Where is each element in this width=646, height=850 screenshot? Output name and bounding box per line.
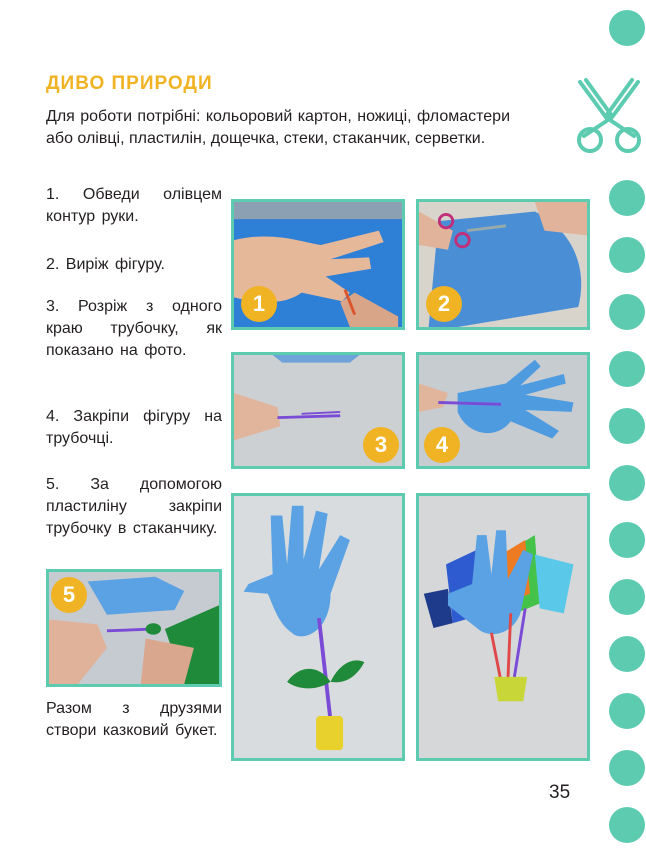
page-number: 35	[549, 782, 571, 803]
decorative-dot	[609, 579, 645, 615]
decorative-dot	[609, 408, 645, 444]
scissors-icon	[572, 76, 646, 156]
plasticine-attach-photo	[46, 569, 222, 687]
bouquet-photo	[416, 493, 590, 761]
materials-paragraph: Для роботи потрібні: кольоровий картон, ножиці, фломастери або олівці, пластилін, дощечка, стеки, стаканчик, серветки.	[46, 108, 510, 147]
step-badge: 1	[241, 286, 277, 322]
step-5-text: 5. За допомогою пластиліну закріпи трубочку в стаканчику.	[46, 476, 222, 537]
cutting-straw-photo	[231, 352, 405, 469]
step-badge: 5	[51, 577, 87, 613]
cutting-paper-photo	[416, 199, 590, 330]
decorative-dot	[609, 294, 645, 330]
decorative-dot	[609, 465, 645, 501]
step-2-text: 2. Виріж фігуру.	[46, 256, 165, 273]
single-flower-photo	[231, 493, 405, 761]
step-3-text: 3. Розріж з одного краю трубочку, як показано на фото.	[46, 298, 222, 359]
step-badge: 2	[426, 286, 462, 322]
decorative-dot	[609, 807, 645, 843]
decorative-dot	[609, 693, 645, 729]
outro-text: Разом з друзями створи казковий букет.	[46, 700, 222, 739]
decorative-dot	[609, 180, 645, 216]
step-badge: 3	[363, 427, 399, 463]
decorative-dot	[609, 636, 645, 672]
step-1-text: 1. Обведи олівцем контур руки.	[46, 186, 222, 225]
decorative-dot	[609, 522, 645, 558]
decorative-dot	[609, 750, 645, 786]
decorative-dot	[609, 237, 645, 273]
hand-on-straw-photo	[416, 352, 590, 469]
page-title: ДИВО ПРИРОДИ	[46, 73, 213, 94]
decorative-dot	[609, 10, 645, 46]
step-badge: 4	[424, 427, 460, 463]
step-4-text: 4. Закріпи фігуру на трубочці.	[46, 408, 222, 447]
decorative-dot	[609, 351, 645, 387]
tracing-hand-photo	[231, 199, 405, 330]
